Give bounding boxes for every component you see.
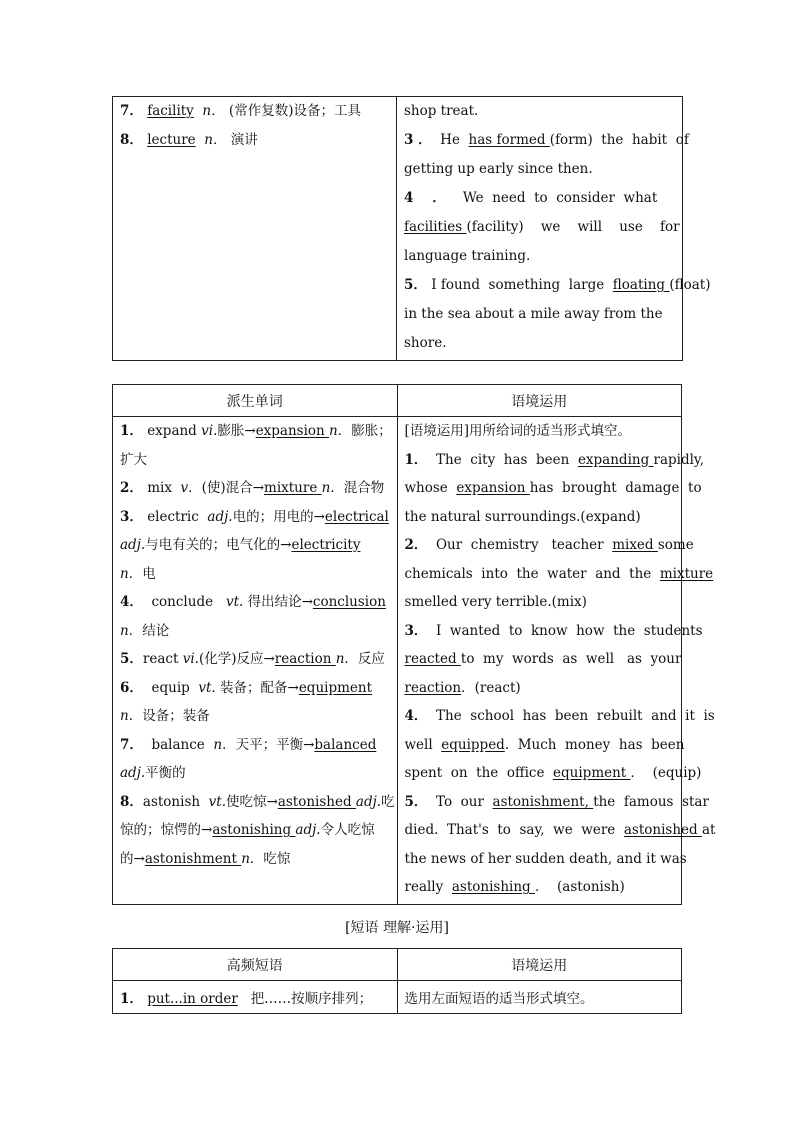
exercise-line: 5． To our astonishment, the famous star (404, 793, 709, 810)
table1-left-cell (113, 97, 397, 361)
phrase-cell: 1． put...in order 把……按顺序排列； (113, 981, 398, 1014)
header-derived-words: 派生单词 (113, 385, 398, 417)
phrases-table (112, 948, 682, 1014)
vocab-item-8: 8． lecture n． 演讲 (120, 132, 258, 148)
exercise-line: in the sea about a mile away from the (404, 306, 663, 322)
vocab-word: lecture (147, 132, 196, 148)
derived-item-1-cont: 扩大 (120, 451, 147, 468)
header-context-use: 语境运用 (397, 385, 682, 417)
derived-item-1: 1． expand vi.膨胀→expansion n．膨胀； (120, 423, 392, 439)
header-context-use-phrases: 语境运用 (397, 949, 682, 981)
exercise-line: smelled very terrible.(mix) (404, 594, 587, 610)
derived-item-4: 4． conclude vt. 得出结论→conclusion (120, 594, 386, 610)
exercise-line: shop treat. (404, 103, 479, 119)
exercise-line: shore. (404, 335, 447, 351)
context-use-cell (397, 417, 716, 905)
derived-item-7: 7． balance n．天平；平衡→balanced (120, 736, 377, 753)
vocab-word: facility (147, 103, 194, 119)
exercise-line: 4 ． We need to consider what (404, 190, 658, 206)
table1-right-cell (397, 97, 711, 361)
exercise-line: facilities (facility) we will use for (404, 219, 680, 235)
exercise-line: the natural surroundings.(expand) (404, 508, 641, 525)
exercise-line: died. That's to say, we were astonished at (404, 822, 716, 838)
exercise-line: the news of her sudden death, and it was (404, 850, 687, 867)
instruction-text: [语境运用]用所给词的适当形式填空。 (404, 423, 632, 439)
exercise-line: 3． I wanted to know how the students (404, 622, 703, 639)
derived-item-4-cont: n．结论 (120, 622, 170, 639)
exercise-line: 5． I found something large floating (float) (404, 277, 711, 293)
vocabulary-table-continued (112, 96, 711, 361)
derived-item-8: 8．astonish vt.使吃惊→astonished adj.吃 (120, 793, 395, 810)
section-heading: [短语 理解·运用] (345, 920, 449, 936)
exercise-line: spent on the office equipment ． (equip) (404, 765, 702, 781)
phrase-instruction: 选用左面短语的适当形式填空。 (404, 991, 594, 1007)
derived-words-cell (113, 417, 398, 905)
exercise-line: 2． Our chemistry teacher mixed some (404, 537, 694, 553)
vocab-item-7: 7． facility n． (常作复数)设备；工具 (120, 103, 361, 119)
exercise-line: well equipped. Much money has been (404, 736, 685, 753)
derived-item-8-cont: 惊的；惊愕的→astonishing adj.令人吃惊 (120, 822, 375, 838)
exercise-line: reacted to my words as well as your (404, 651, 682, 667)
derived-item-6-cont: n．设备；装备 (120, 708, 210, 724)
derived-item-8-cont: 的→astonishment n．吃惊 (120, 850, 291, 867)
exercise-line: 1． The city has been expanding rapidly, (404, 451, 705, 468)
derived-item-7-cont: adj.平衡的 (120, 765, 186, 781)
exercise-line: 3 ． He has formed (form) the habit of (404, 132, 689, 148)
derived-words-table (112, 384, 716, 905)
exercise-line: language training. (404, 248, 531, 264)
exercise-line: getting up early since then. (404, 161, 593, 177)
exercise-line: really astonishing ． (astonish) (404, 879, 625, 895)
derived-item-3-cont: n．电 (120, 565, 156, 582)
phrase-text: put...in order (147, 991, 238, 1007)
derived-item-6: 6． equip vt. 装备；配备→equipment (120, 679, 373, 696)
exercise-line: reaction．(react) (404, 679, 521, 696)
header-phrases: 高频短语 (113, 949, 398, 981)
derived-item-3-cont: adj.与电有关的；电气化的→electricity (120, 537, 361, 553)
derived-item-3: 3． electric adj.电的；用电的→electrical (120, 508, 389, 525)
derived-item-5: 5．react vi.(化学)反应→reaction n．反应 (120, 651, 385, 667)
phrase-instruction-cell (397, 981, 682, 1014)
exercise-line: 4． The school has been rebuilt and it is (404, 708, 715, 724)
exercise-line: chemicals into the water and the mixture (404, 565, 714, 582)
derived-item-2: 2． mix v．(使)混合→mixture n．混合物 (120, 480, 385, 496)
exercise-line: whose expansion has brought damage to (404, 480, 702, 496)
